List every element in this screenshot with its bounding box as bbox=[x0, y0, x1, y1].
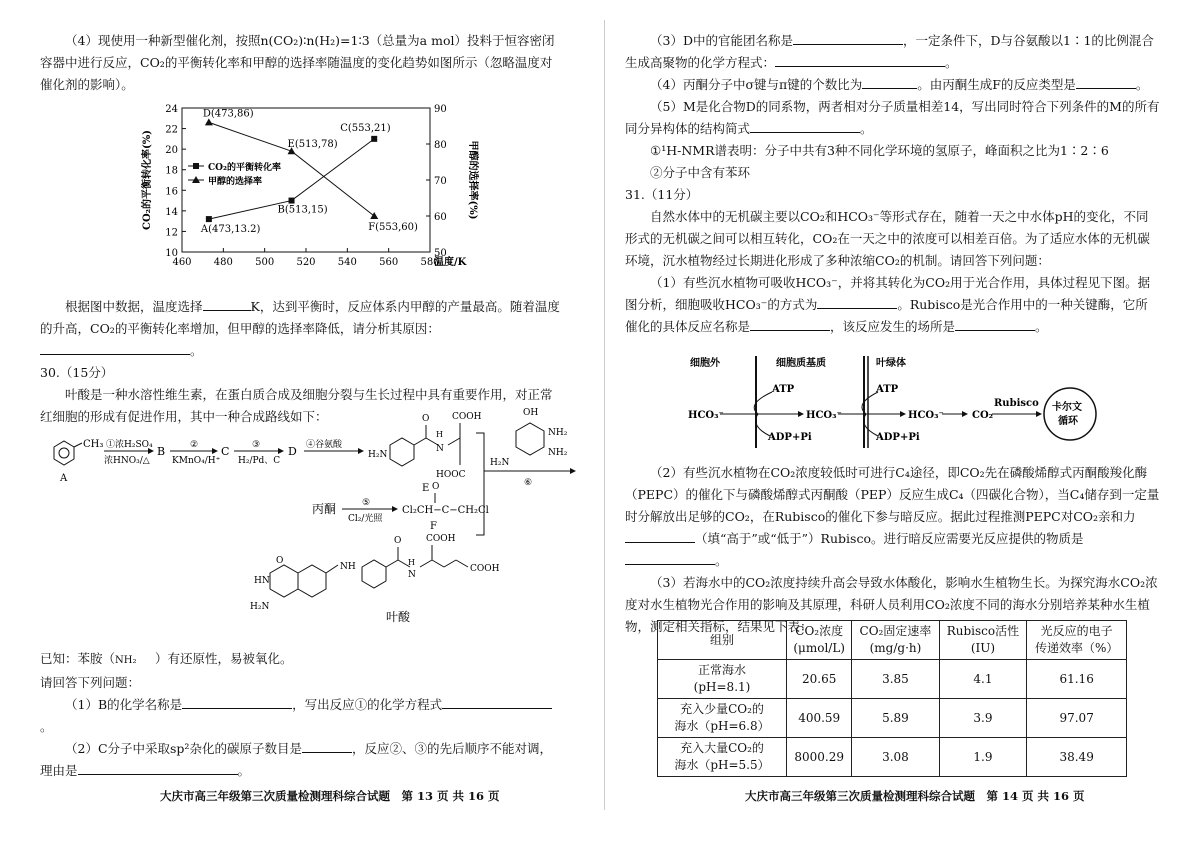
y2-tick-label: 90 bbox=[434, 104, 447, 115]
q4-intro: （4）现使用一种新型催化剂，按照n(CO₂)∶n(H₂)=1∶3（总量为a mol）投料于恒容密闭容器中进行反应，CO₂的平衡转化率和甲醇的选择率随温度的变化趋势如图所示（忽略温度对催化剂的影响）。 bbox=[40, 33, 555, 92]
point-label: E(513,78) bbox=[287, 139, 338, 151]
outside-label: 细胞外 bbox=[690, 358, 720, 369]
y-tick-label: 12 bbox=[165, 227, 178, 239]
q30-4: （4）丙酮分子中σ键与π键的个数比为 。由丙酮生成F的反应类型是 。 bbox=[625, 74, 1160, 96]
q30-intro: 叶酸是一种水溶性维生素，在蛋白质合成及细胞分裂与生长过程中具有重要作用，对正常红细胞的形成有促进作用，其中一种合成路线如下： bbox=[40, 387, 553, 424]
svg-text:NH: NH bbox=[340, 562, 356, 572]
compound-e-label: E bbox=[422, 483, 430, 494]
chloroplast-label: 叶绿体 bbox=[876, 358, 906, 369]
reaction-5-bottom: Cl₂/光照 bbox=[348, 514, 383, 524]
compound-b-label: B bbox=[157, 445, 166, 458]
point-label: B(513,15) bbox=[277, 204, 328, 216]
header-fix-rate: CO₂固定速率 (mg/g·h) bbox=[852, 621, 939, 660]
x-tick-label: 560 bbox=[379, 257, 399, 268]
calvin-cycle-circle bbox=[1044, 388, 1096, 440]
co2-label: CO₂ bbox=[972, 410, 994, 421]
svg-text:O: O bbox=[432, 482, 440, 492]
svg-text:OH: OH bbox=[523, 408, 539, 418]
y-tick-label: 22 bbox=[165, 124, 178, 136]
q31-intro: 自然水体中的无机碳主要以CO₂和HCO₃⁻等形式存在，随着一天之中水体pH的变化，不同形式的无机碳之间可以相互转化，CO₂在一天之中的浓度可以相差百倍。为了适应水体的无机碳环境，沉水植物经过长期进化形成了多种浓缩CO₂的机制。请回答下列问题： bbox=[625, 209, 1150, 268]
data-point bbox=[289, 198, 295, 204]
legend-marker-0 bbox=[193, 163, 199, 169]
calvin-label-2: 循环 bbox=[1058, 416, 1078, 427]
calvin-label-1: 卡尔文 bbox=[1052, 402, 1082, 413]
left-page-questions bbox=[40, 648, 560, 782]
right-page-lower bbox=[625, 462, 1160, 638]
svg-text:NH₂: NH₂ bbox=[548, 448, 568, 458]
y-axis-label: CO₂的平衡转化率(%) bbox=[142, 129, 153, 231]
data-point bbox=[206, 216, 212, 222]
reaction-2-top: ② bbox=[190, 440, 199, 450]
results-table bbox=[657, 620, 1127, 777]
svg-text:COOH: COOH bbox=[452, 412, 482, 422]
x-tick-label: 480 bbox=[213, 257, 233, 268]
point-label: D(473,86) bbox=[202, 108, 254, 120]
header-group: 组别 bbox=[658, 621, 787, 660]
y2-tick-label: 50 bbox=[434, 248, 447, 259]
y-tick-label: 24 bbox=[165, 104, 178, 115]
atp-1: ATP bbox=[772, 384, 795, 395]
x-tick-label: 580 bbox=[420, 257, 440, 268]
left-page bbox=[40, 30, 560, 96]
hco3-chloroplast: HCO₃⁻ bbox=[908, 410, 944, 421]
point-label: C(553,21) bbox=[340, 122, 391, 134]
svg-text:H₂N: H₂N bbox=[490, 458, 510, 468]
q31-heading: 31.（11分） bbox=[625, 187, 699, 202]
aniline-structure: NH₂ bbox=[115, 655, 137, 666]
right-footer: 大庆市高三年级第三次质量检测理科综合试题 第 14 页 共 16 页 bbox=[745, 789, 1085, 803]
compound-a-label: A bbox=[60, 473, 68, 484]
table-row: 正常海水 (pH=8.1) 20.65 3.85 4.1 61.16 bbox=[658, 660, 1127, 699]
transport-diagram bbox=[680, 352, 1110, 452]
svg-text:O: O bbox=[394, 536, 402, 546]
reaction-1-top: ①浓H₂SO₄ bbox=[106, 440, 153, 450]
svg-text:HN: HN bbox=[254, 576, 270, 586]
known-note: 已知：苯胺（NH₂ ）有还原性，易被氧化。 bbox=[40, 648, 560, 672]
reaction-3-top: ③ bbox=[252, 440, 261, 450]
hco3-matrix: HCO₃⁻ bbox=[806, 410, 842, 421]
y2-tick-label: 70 bbox=[434, 176, 447, 187]
y-tick-label: 14 bbox=[165, 206, 178, 218]
x-tick-label: 460 bbox=[172, 257, 192, 268]
reaction-4-top: ④谷氨酸 bbox=[306, 440, 343, 450]
page-divider bbox=[604, 20, 605, 810]
table-row: 充入少量CO₂的 海水（pH=6.8） 400.59 5.89 3.9 97.07 bbox=[658, 699, 1127, 738]
svg-text:HOOC: HOOC bbox=[436, 470, 466, 480]
y2-tick-label: 80 bbox=[434, 140, 447, 151]
x-tick-label: 520 bbox=[296, 257, 316, 268]
compound-d-label: D bbox=[288, 445, 297, 458]
x-axis-label: 温度/K bbox=[434, 257, 467, 268]
svg-text:H₂N: H₂N bbox=[368, 450, 388, 460]
data-point bbox=[371, 136, 377, 142]
header-rubisco: Rubisco活性 (IU) bbox=[939, 621, 1027, 660]
condition-2: ②分子中含有苯环 bbox=[650, 165, 751, 180]
q30-2: （2）C分子中采取sp²杂化的碳原子数目是 ，反应②、③的先后顺序不能对调，理由是 。 bbox=[40, 738, 560, 782]
svg-text:COOH: COOH bbox=[470, 564, 500, 574]
svg-text:H: H bbox=[436, 430, 443, 439]
folic-acid-structure bbox=[250, 534, 500, 624]
matrix-label: 细胞质基质 bbox=[776, 358, 826, 369]
reaction-3-bottom: H₂/Pd、C bbox=[238, 456, 281, 466]
y-tick-label: 10 bbox=[165, 248, 178, 259]
reaction-1-bottom: 浓HNO₃/△ bbox=[104, 456, 150, 466]
svg-text:N: N bbox=[436, 444, 444, 454]
x-tick-label: 500 bbox=[255, 257, 275, 268]
y-tick-label: 20 bbox=[165, 145, 178, 157]
svg-text:O: O bbox=[422, 414, 430, 424]
compound-f-label: F bbox=[430, 521, 437, 532]
toluene-structure bbox=[54, 439, 103, 484]
answer-prompt: 请回答下列问题： bbox=[40, 675, 141, 690]
legend-label-1: 甲醇的选择率 bbox=[208, 177, 263, 187]
compound-f-formula: Cl₂CH−C−CH₂Cl bbox=[402, 505, 489, 516]
q4-question: 根据图中数据，温度选择 K，达到平衡时，反应体系内甲醇的产量最高。随着温度的升高，CO₂的平衡转化率增加，但甲醇的选择率降低，请分析其原因：。 bbox=[40, 296, 560, 362]
q30-heading: 30.（15分） bbox=[40, 365, 114, 380]
reaction-6: ⑥ bbox=[524, 478, 533, 488]
adp-1: ADP+Pi bbox=[768, 432, 812, 443]
synthesis-scheme bbox=[40, 405, 580, 645]
point-label: F(553,60) bbox=[368, 222, 418, 233]
adp-2: ADP+Pi bbox=[876, 432, 920, 443]
compound-c-label: C bbox=[221, 445, 230, 458]
acetone-label: 丙酮 bbox=[312, 502, 337, 516]
rubisco-label: Rubisco bbox=[994, 398, 1039, 409]
compound-e-structure bbox=[368, 412, 482, 494]
svg-text:O: O bbox=[276, 556, 284, 566]
ch3-label: CH₃ bbox=[83, 439, 104, 450]
q31-1: （1）有些沉水植物可吸收HCO₃⁻，并将其转化为CO₂用于光合作用，具体过程见下图。据图分析，细胞吸收HCO₃⁻的方式为 。Rubisco是光合作用中的一种关键酶，它所催化的具体反应名称是 ，该反应发生的场所是 。 bbox=[625, 275, 1151, 334]
svg-text:H₂N: H₂N bbox=[250, 602, 270, 612]
data-point bbox=[205, 118, 213, 125]
reaction-2-bottom: KMnO₄/H⁺ bbox=[172, 456, 221, 466]
x-tick-label: 540 bbox=[337, 257, 357, 268]
header-efficiency: 光反应的电子 传递效率（%） bbox=[1027, 621, 1127, 660]
table-row: 充入大量CO₂的 海水（pH=5.5） 8000.29 3.08 1.9 38.49 bbox=[658, 738, 1127, 777]
y-tick-label: 16 bbox=[165, 186, 178, 198]
legend-label-0: CO₂的平衡转化率 bbox=[208, 163, 281, 173]
y2-axis-label: 甲醇的选择率(%) bbox=[467, 140, 478, 220]
condition-1: ①¹H-NMR谱表明：分子中共有3种不同化学环境的氢原子，峰面积之比为1∶2∶6 bbox=[650, 143, 1109, 158]
data-point bbox=[370, 212, 378, 219]
svg-text:COOH: COOH bbox=[426, 534, 456, 544]
svg-text:N: N bbox=[408, 570, 416, 580]
pyrimidine-structure bbox=[490, 408, 568, 468]
left-footer: 大庆市高三年级第三次质量检测理科综合试题 第 13 页 共 16 页 bbox=[160, 789, 500, 803]
q31-2: （2）有些沉水植物在CO₂浓度较低时可进行C₄途径，即CO₂先在磷酸烯醇式丙酮酸羧化酶（PEPC）的催化下与磷酸烯醇式丙酮酸（PEP）反应生成C₄（四碳化合物），当C₄储存到一定量时分解放出足够的CO₂，在Rubisco的催化下参与暗反应。据此过程推测PEPC对CO₂亲和力（填“高于”或“低于”）Rubisco。进行暗反应需要光反应提供的物质是。 bbox=[625, 465, 1160, 568]
reaction-5-top: ⑤ bbox=[362, 498, 371, 508]
hco3-outside: HCO₃⁻ bbox=[688, 410, 724, 421]
folic-acid-label: 叶酸 bbox=[386, 610, 411, 624]
atp-2: ATP bbox=[876, 384, 899, 395]
y2-tick-label: 60 bbox=[434, 212, 447, 223]
svg-text:NH₂: NH₂ bbox=[548, 428, 568, 438]
svg-text:H: H bbox=[408, 558, 415, 567]
y-tick-label: 18 bbox=[165, 165, 178, 177]
table-header-row bbox=[658, 621, 1127, 660]
line-chart bbox=[130, 100, 550, 280]
header-co2: CO₂浓度 (μmol/L) bbox=[787, 621, 852, 660]
q31-3: （3）若海水中的CO₂浓度持续升高会导致水体酸化，影响水生植物生长。为探究海水CO₂浓度对水生植物光合作用的影响及其原理，科研人员利用CO₂浓度不同的海水分别培养某种水生植物，测定相关指标，结果见下表： bbox=[625, 575, 1158, 634]
q30-5: （5）M是化合物D的同系物，两者相对分子质量相差14，写出同时符合下列条件的M的所有同分异构体的结构简式 。 bbox=[625, 99, 1160, 136]
q30-1: （1）B的化学名称是 ，写出反应①的化学方程式。 bbox=[40, 694, 560, 738]
merge-bracket bbox=[476, 433, 484, 535]
q30-3: （3）D中的官能团名称是 ，一定条件下，D与谷氨酸以1∶1的比例混合生成高聚物的化学方程式： 。 bbox=[625, 30, 1160, 74]
right-page bbox=[625, 30, 1160, 338]
point-label: A(473,13.2) bbox=[200, 224, 261, 236]
